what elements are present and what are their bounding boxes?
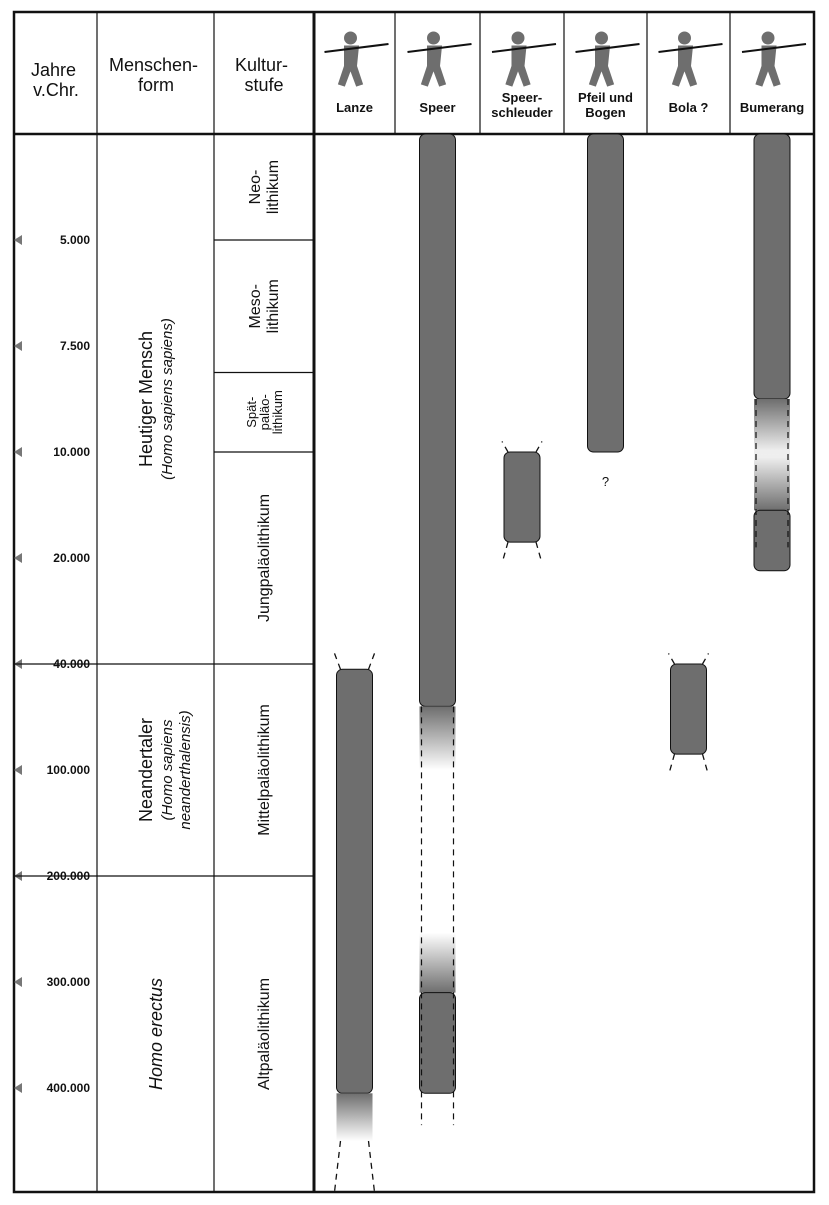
weapon-header-1	[408, 32, 472, 115]
year-tick	[14, 763, 90, 777]
archer-figure-icon	[576, 32, 640, 86]
year-tick	[14, 1081, 90, 1095]
culture-stage-label: Mittelpaläolithikum	[256, 704, 273, 836]
boomerang-figure-icon	[742, 32, 806, 86]
weapon-range-bar	[420, 134, 456, 706]
time-axis	[14, 233, 214, 1095]
table-frame	[14, 12, 814, 1192]
year-tick-label: 5.000	[59, 233, 90, 247]
weapon-range-4	[669, 653, 709, 775]
culture-stage-label: Altpaläolithikum	[256, 977, 273, 1091]
culture-stage-4	[256, 704, 273, 836]
culture-stage-label: Jungpaläolithikum	[256, 493, 273, 623]
weapon-header-4	[659, 32, 723, 115]
culture-stage-1	[247, 279, 282, 333]
year-tick-label: 200.000	[46, 869, 90, 883]
weapon-range-bar	[588, 134, 624, 452]
weapon-label-1: Speer	[419, 100, 456, 115]
year-tick	[14, 233, 90, 247]
year-tick-label: 100.000	[46, 763, 90, 777]
culture-stage-label: Meso-lithikum	[247, 279, 282, 334]
year-tick-label: 300.000	[46, 975, 90, 989]
weapon-header-0	[325, 32, 389, 115]
culture-stage-label: Spät-paläo-lithikum	[244, 390, 285, 435]
spear-thrust-figure-icon	[325, 32, 389, 86]
culture-stage-3	[256, 494, 273, 622]
header	[31, 32, 806, 120]
weapon-range-1	[420, 134, 456, 1125]
spear-throw-figure-icon	[408, 32, 472, 86]
culture-stage-5	[256, 978, 273, 1090]
year-tick-label: 20.000	[53, 551, 90, 565]
weapon-range-bar	[337, 669, 373, 1093]
weapon-range-bar	[504, 452, 540, 542]
human-form-2	[146, 978, 166, 1090]
human-form-name: Neandertaler	[136, 717, 156, 823]
human-form-0	[136, 318, 176, 480]
human-form-latin: (Homo sapiens sapiens)	[159, 318, 176, 480]
culture-stage-0	[247, 160, 282, 214]
weapon-range-bar	[671, 664, 707, 754]
human-form-column	[136, 318, 194, 1090]
uncertainty-note: ?	[601, 474, 610, 489]
weapon-label-4: Bola ?	[668, 100, 709, 115]
spear-thrower-figure-icon	[492, 32, 556, 86]
human-form-1	[136, 710, 194, 829]
year-tick	[14, 339, 90, 353]
bola-figure-icon	[659, 32, 723, 86]
year-tick-label: 10.000	[53, 445, 90, 459]
culture-stage-label: Neo-lithikum	[247, 159, 282, 215]
weapon-range-3	[588, 134, 624, 489]
year-tick-label: 400.000	[46, 1081, 90, 1095]
weapon-label-0: Lanze	[336, 100, 373, 115]
weapon-range-bar	[754, 134, 790, 399]
culture-stage-header: Kultur- stufe	[234, 55, 288, 95]
year-tick	[14, 975, 90, 989]
human-form-name: Homo erectus	[146, 977, 166, 1091]
weapon-range-bars	[335, 134, 791, 1192]
weapon-range-2	[502, 441, 542, 563]
weapon-label-5: Bumerang	[739, 100, 805, 115]
weapon-header-3	[576, 32, 640, 120]
weapon-range-0	[335, 653, 375, 1192]
weapon-range-5	[754, 134, 790, 571]
year-tick-label: 7.500	[59, 339, 90, 353]
human-form-latin: (Homo sapiensneanderthalensis)	[159, 710, 194, 830]
weapon-header-2	[491, 32, 556, 120]
human-form-name: Heutiger Mensch	[136, 330, 156, 468]
year-tick	[14, 445, 90, 459]
culture-stage-column	[214, 160, 314, 1090]
year-tick	[14, 551, 90, 565]
weapon-label-3: Pfeil und Bogen	[578, 90, 633, 120]
weapon-header-5	[740, 32, 806, 115]
weapon-label-2: Speer-schleuder	[491, 90, 553, 120]
culture-stage-2	[244, 390, 285, 434]
human-form-header: Menschen- form	[108, 55, 199, 95]
years-header: Jahre v.Chr.	[30, 60, 79, 100]
year-tick-label: 40.000	[53, 657, 90, 671]
